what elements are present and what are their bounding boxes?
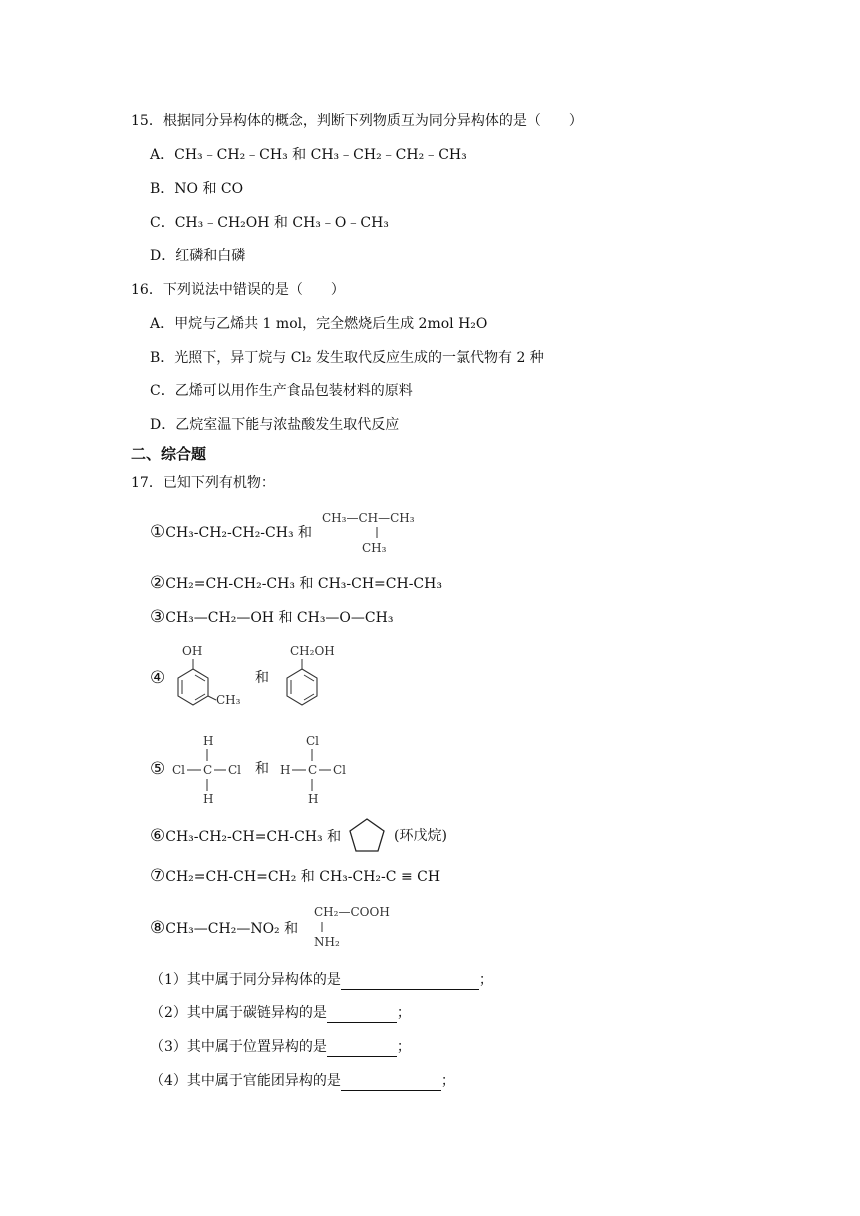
svg-text:H: H bbox=[203, 792, 214, 806]
glycine-structure bbox=[312, 902, 422, 952]
q17-item-2 bbox=[150, 573, 442, 594]
q17-item-4-and: 和 bbox=[255, 670, 269, 686]
svg-text:C: C bbox=[203, 763, 213, 777]
q17-item-6 bbox=[150, 826, 341, 847]
q16-option-d: D．乙烷室温下能与浓盐酸发生取代反应 bbox=[150, 417, 400, 433]
answer-blank-2[interactable] bbox=[327, 1007, 397, 1023]
svg-text:Cl: Cl bbox=[228, 763, 242, 777]
q16-option-b: B．光照下，异丁烷与 Cl₂ 发生取代反应生成的一氯代物有 2 种 bbox=[150, 350, 544, 366]
isobutane-structure bbox=[320, 508, 440, 556]
q17-item-8 bbox=[150, 918, 298, 939]
q15-option-c: C．CH₃﹣CH₂OH 和 CH₃﹣O﹣CH₃ bbox=[150, 215, 389, 231]
q16-option-a: A．甲烷与乙烯共 1 mol，完全燃烧后生成 2mol H₂O bbox=[150, 316, 488, 332]
svg-text:Cl: Cl bbox=[306, 734, 320, 748]
q17-item-3 bbox=[150, 607, 393, 628]
q16-stem: 16．下列说法中错误的是（ ） bbox=[131, 282, 345, 298]
svg-text:C: C bbox=[308, 763, 318, 777]
svg-text:Cl: Cl bbox=[172, 763, 186, 777]
q17-subq-1: （1）其中属于同分异构体的是 ； bbox=[150, 972, 493, 988]
answer-blank-1[interactable] bbox=[341, 974, 479, 990]
q15-stem: 15．根据同分异构体的概念，判断下列物质互为同分异构体的是（ ） bbox=[131, 113, 583, 129]
item-text: CH₂=CH-CH₂-CH₃ 和 CH₃-CH=CH-CH₃ bbox=[165, 576, 442, 592]
item-number: ⑥ bbox=[150, 826, 166, 846]
item-number: ③ bbox=[150, 607, 166, 627]
q17-item-7 bbox=[150, 866, 440, 887]
item-number: ② bbox=[150, 573, 166, 593]
q17-subq-2: （2）其中属于碳链异构的是 ； bbox=[150, 1005, 411, 1021]
item-number: ⑧ bbox=[150, 918, 166, 938]
q15-option-a: A．CH₃﹣CH₂﹣CH₃ 和 CH₃﹣CH₂﹣CH₂﹣CH₃ bbox=[150, 147, 467, 163]
answer-blank-3[interactable] bbox=[327, 1041, 397, 1057]
q15-option-b: B．NO 和 CO bbox=[150, 181, 244, 197]
item-text: CH₃—CH₂—NO₂ 和 bbox=[165, 921, 299, 937]
q17-item-5-and: 和 bbox=[255, 761, 269, 777]
benzyl-alcohol-structure bbox=[280, 643, 360, 713]
struct4-ch2oh: CH₂OH bbox=[290, 644, 335, 658]
q15-option-d: D．红磷和白磷 bbox=[150, 248, 246, 264]
item-number: ⑦ bbox=[150, 866, 166, 886]
svg-text:H: H bbox=[280, 763, 291, 777]
q16-option-c: C．乙烯可以用作生产食品包装材料的原料 bbox=[150, 383, 413, 399]
q17-item-1 bbox=[150, 522, 312, 543]
dichloromethane-structure-2 bbox=[278, 733, 358, 805]
item-text: CH₂=CH-CH=CH₂ 和 CH₃-CH₂-C ≡ CH bbox=[165, 869, 441, 885]
struct4-ch3: CH₃ bbox=[216, 693, 241, 707]
dichloromethane-structure-1 bbox=[170, 733, 250, 805]
svg-text:H: H bbox=[203, 734, 214, 748]
q17-item-4-number: ④ bbox=[150, 668, 166, 688]
cyclopentane-label: (环戊烷) bbox=[394, 828, 447, 844]
struct8-bottom: NH₂ bbox=[314, 935, 340, 949]
struct4-oh: OH bbox=[182, 644, 203, 658]
svg-text:H: H bbox=[308, 792, 319, 806]
section-title: 二、综合题 bbox=[131, 445, 207, 463]
item-text: CH₃-CH₂-CH=CH-CH₃ 和 bbox=[165, 829, 342, 845]
item-number: ① bbox=[150, 522, 166, 542]
struct1-top: CH₃—CH—CH₃ bbox=[322, 511, 415, 525]
struct1-bottom: CH₃ bbox=[362, 541, 387, 555]
answer-blank-4[interactable] bbox=[341, 1075, 441, 1091]
q17-item-5-number: ⑤ bbox=[150, 759, 166, 779]
item-text: CH₃-CH₂-CH₂-CH₃ 和 bbox=[165, 525, 313, 541]
methylphenol-structure bbox=[170, 643, 250, 713]
q17-subq-4: （4）其中属于官能团异构的是 ； bbox=[150, 1073, 455, 1089]
cyclopentane-structure bbox=[348, 817, 388, 855]
q17-stem: 17．已知下列有机物： bbox=[131, 475, 275, 491]
q17-subq-3: （3）其中属于位置异构的是 ； bbox=[150, 1039, 411, 1055]
struct8-top: CH₂—COOH bbox=[314, 905, 390, 919]
svg-text:Cl: Cl bbox=[333, 763, 347, 777]
item-text: CH₃—CH₂—OH 和 CH₃—O—CH₃ bbox=[165, 610, 394, 626]
